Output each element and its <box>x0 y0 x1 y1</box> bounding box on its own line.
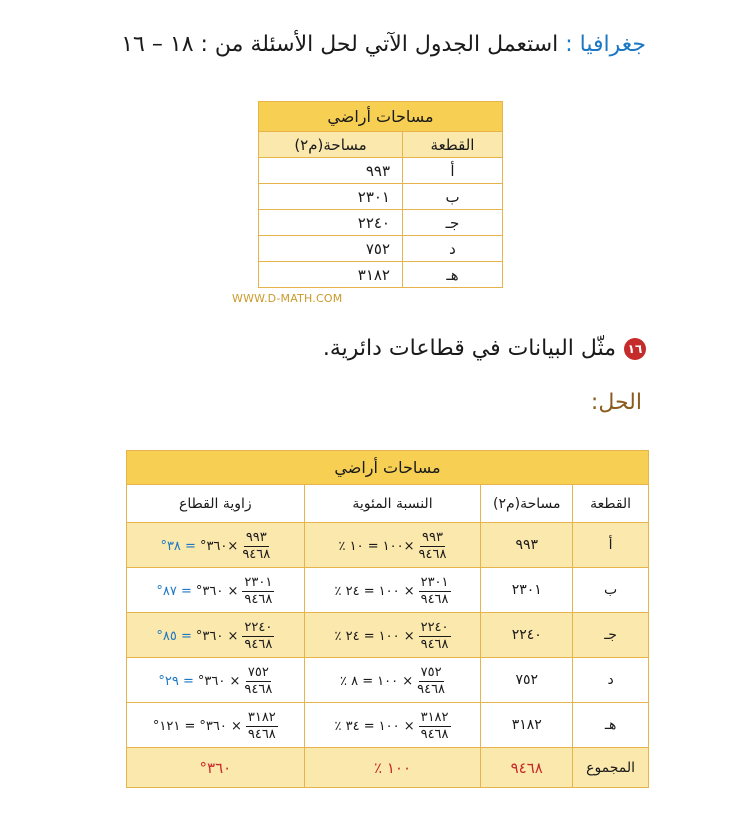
angle-cell: $\frac{٢٢٤٠}{٩٤٦٨}$ × ٣٦٠° = ٨٥° <box>127 613 305 658</box>
area-cell: ٧٥٢ <box>259 236 403 262</box>
angle-cell: $\frac{٧٥٢}{٩٤٦٨}$ × ٣٦٠° = ٢٩° <box>127 658 305 703</box>
fraction: $\frac{٢٢٤٠}{٩٤٦٨}$ <box>244 619 273 652</box>
table-title: مساحات أراضي <box>259 102 503 132</box>
percent-cell: $\frac{٢٢٤٠}{٩٤٦٨}$ × ١٠٠ = ٢٤ ٪ <box>304 613 481 658</box>
angle-cell: $\frac{٢٣٠١}{٩٤٦٨}$ × ٣٦٠° = ٨٧° <box>127 568 305 613</box>
total-label: المجموع <box>573 748 649 788</box>
fraction: $\frac{٩٩٣}{٩٤٦٨}$ <box>242 529 271 562</box>
segment-cell: هـ <box>573 703 649 748</box>
table-row <box>127 568 649 613</box>
total-row <box>127 748 649 788</box>
table-row <box>259 236 503 262</box>
percent-cell: $\frac{٣١٨٢}{٩٤٦٨}$ × ١٠٠ = ٣٤ ٪ <box>304 703 481 748</box>
area-cell: ٢٢٤٠ <box>481 613 573 658</box>
segment-cell: أ <box>573 523 649 568</box>
area-cell: ٢٢٤٠ <box>259 210 403 236</box>
table-row <box>127 523 649 568</box>
table-row <box>127 658 649 703</box>
area-cell: ٧٥٢ <box>481 658 573 703</box>
segment-cell: أ <box>403 158 503 184</box>
segment-cell: د <box>573 658 649 703</box>
total-percent: ١٠٠ ٪ <box>304 748 481 788</box>
table-row <box>259 184 503 210</box>
table-row <box>259 158 503 184</box>
percent-cell: $\frac{٧٥٢}{٩٤٦٨}$ × ١٠٠ = ٨ ٪ <box>304 658 481 703</box>
table-title-row <box>259 102 503 132</box>
table-header-row <box>259 132 503 158</box>
total-area: ٩٤٦٨ <box>481 748 573 788</box>
table-title-row <box>127 451 649 485</box>
total-angle: ٣٦٠° <box>127 748 305 788</box>
percent-cell: $\frac{٩٩٣}{٩٤٦٨}$ ×١٠٠ = ١٠ ٪ <box>304 523 481 568</box>
area-cell: ٢٣٠١ <box>259 184 403 210</box>
subject-label: جغرافيا : <box>565 32 646 57</box>
table-title: مساحات أراضي <box>127 451 649 485</box>
segment-cell: هـ <box>403 262 503 288</box>
col-header-area: مساحة(م٢) <box>481 485 573 523</box>
fraction: $\frac{٢٣٠١}{٩٤٦٨}$ <box>244 574 273 607</box>
fraction: $\frac{٩٩٣}{٩٤٦٨}$ <box>418 529 447 562</box>
area-cell: ٩٩٣ <box>481 523 573 568</box>
fraction: $\frac{٣١٨٢}{٩٤٦٨}$ <box>247 709 276 742</box>
percent-cell: $\frac{٢٣٠١}{٩٤٦٨}$ × ١٠٠ = ٢٤ ٪ <box>304 568 481 613</box>
angle-cell: $\frac{٣١٨٢}{٩٤٦٨}$ × ٣٦٠° = ١٢١° <box>127 703 305 748</box>
segment-cell: ب <box>573 568 649 613</box>
area-cell: ٩٩٣ <box>259 158 403 184</box>
instruction-text: استعمل الجدول الآتي لحل الأسئلة من : ١٨ – ١٦ <box>121 32 559 57</box>
fraction: $\frac{٧٥٢}{٩٤٦٨}$ <box>244 664 273 697</box>
area-cell: ٣١٨٢ <box>259 262 403 288</box>
table-header-row <box>127 485 649 523</box>
fraction: $\frac{٣١٨٢}{٩٤٦٨}$ <box>420 709 449 742</box>
question-number-badge: ١٦ <box>624 338 646 360</box>
question-16 <box>323 336 646 361</box>
site-watermark: WWW.D-MATH.COM <box>232 292 343 305</box>
fraction: $\frac{٧٥٢}{٩٤٦٨}$ <box>417 664 446 697</box>
col-header-angle: زاوية القطاع <box>127 485 305 523</box>
segment-cell: جـ <box>403 210 503 236</box>
pie-calc-table <box>126 450 649 788</box>
angle-cell: $\frac{٩٩٣}{٩٤٦٨}$ ×٣٦٠° = ٣٨° <box>127 523 305 568</box>
fraction: $\frac{٢٢٤٠}{٩٤٦٨}$ <box>420 619 449 652</box>
table-row <box>259 210 503 236</box>
segment-cell: د <box>403 236 503 262</box>
question-text: مثّل البيانات في قطاعات دائرية. <box>322 336 616 361</box>
area-cell: ٢٣٠١ <box>481 568 573 613</box>
table-row <box>127 703 649 748</box>
segment-cell: ب <box>403 184 503 210</box>
area-cell: ٣١٨٢ <box>481 703 573 748</box>
segment-cell: جـ <box>573 613 649 658</box>
solution-label: الحل: <box>590 390 642 415</box>
land-areas-table <box>258 101 503 288</box>
col-header-segment: القطعة <box>403 132 503 158</box>
table-row <box>259 262 503 288</box>
table-row <box>127 613 649 658</box>
col-header-segment: القطعة <box>573 485 649 523</box>
col-header-area: مساحة(م٢) <box>259 132 403 158</box>
col-header-percent: النسبة المئوية <box>304 485 481 523</box>
fraction: $\frac{٢٣٠١}{٩٤٦٨}$ <box>420 574 449 607</box>
question-header <box>121 32 646 57</box>
